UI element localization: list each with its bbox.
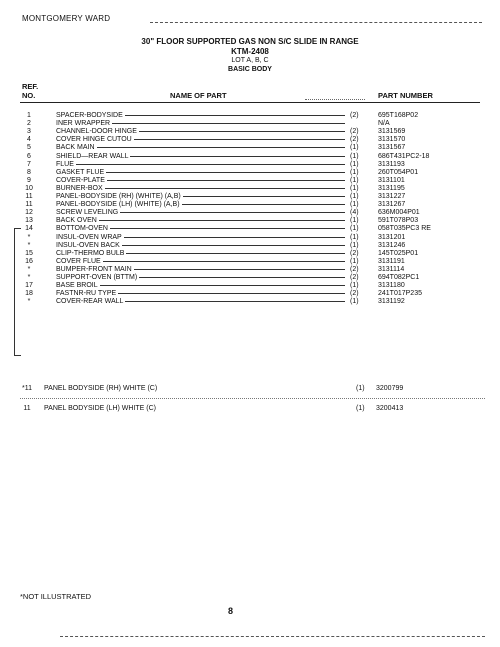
- part-qty: (1): [350, 282, 359, 290]
- part-ref: 9: [27, 176, 31, 184]
- part-name: CHANNEL-DOOR HINGE: [56, 128, 137, 136]
- part-number: 636M004P01: [378, 209, 420, 217]
- part-ref: *: [27, 274, 31, 281]
- part-number: 3131567: [378, 144, 406, 152]
- part-ref: *: [27, 298, 31, 306]
- part-number: 694T082PC1: [378, 274, 420, 281]
- part-ref: 3: [27, 128, 31, 136]
- part-qty: (1): [350, 298, 359, 306]
- lot-label: LOT A, B, C: [231, 57, 269, 64]
- part-qty: (4): [350, 209, 359, 217]
- part-qty: (1): [350, 152, 359, 160]
- part-ref: 7: [27, 160, 31, 168]
- header-divider-dots: [305, 99, 365, 100]
- number-column-header: PART NUMBER: [378, 91, 433, 100]
- part-ref: 13: [25, 217, 33, 225]
- note-row-1: [0, 384, 500, 393]
- part-ref: *: [27, 265, 31, 273]
- part-ref: 18: [25, 290, 33, 298]
- part-name: BURNER-BOX: [56, 184, 103, 192]
- part-number: 3131246: [378, 241, 406, 249]
- note-ref: 11: [23, 405, 31, 412]
- leader-line: [60, 147, 345, 148]
- part-number: 3131193: [378, 160, 405, 168]
- part-name: SCREW LEVELING: [56, 209, 119, 217]
- part-number: 3131201: [378, 233, 406, 241]
- part-number: 3131570: [378, 136, 406, 144]
- part-name: PANEL-BODYSIDE (LH) (WHITE) (A,B): [56, 201, 180, 209]
- model-number: KTM-2408: [231, 47, 269, 56]
- part-name: SUPPORT-OVEN (BTTM): [56, 274, 138, 281]
- leader-line: [60, 285, 345, 286]
- part-number: 591T078P03: [378, 217, 419, 225]
- part-qty: (1): [350, 176, 359, 184]
- part-number: 260T054P01: [378, 168, 419, 176]
- part-number: 3131192: [378, 298, 405, 306]
- name-column-header: NAME OF PART: [170, 91, 227, 100]
- leader-line: [60, 261, 345, 262]
- part-name: SPACER-BODYSIDE: [56, 112, 123, 119]
- part-row: [0, 297, 500, 306]
- part-qty: (1): [350, 144, 359, 152]
- part-ref: 8: [27, 168, 31, 176]
- part-number: 145T025P01: [378, 249, 419, 257]
- part-qty: (1): [350, 201, 359, 209]
- part-qty: (1): [350, 160, 359, 168]
- part-number: 3131267: [378, 201, 406, 209]
- part-name: FASTNR-RU TYPE: [56, 290, 117, 298]
- part-name: COVER-PLATE: [56, 176, 105, 184]
- part-qty: (1): [350, 241, 359, 249]
- part-ref: 2: [27, 120, 31, 128]
- part-ref: *: [27, 233, 31, 241]
- note-name: PANEL BODYSIDE (LH) WHITE (C): [44, 405, 157, 412]
- part-name: COVER-REAR WALL: [56, 298, 124, 306]
- part-ref: 12: [25, 209, 33, 217]
- part-number: 695T168P02: [378, 112, 419, 119]
- part-ref: 17: [25, 282, 33, 290]
- part-number: 3131180: [378, 282, 405, 290]
- header-divider: [20, 102, 480, 103]
- part-number: 3131195: [378, 184, 405, 192]
- note-ref: *11: [22, 385, 32, 392]
- part-number: N/A: [378, 120, 390, 128]
- part-name: COVER HINGE CUTOU: [56, 136, 132, 144]
- part-qty: (2): [350, 265, 359, 273]
- part-number: 3131227: [378, 193, 406, 200]
- note-number: 3200413: [376, 405, 404, 412]
- part-ref: 5: [27, 144, 31, 152]
- note-qty: (1): [356, 405, 365, 412]
- part-number: 3131569: [378, 128, 406, 136]
- part-name: BUMPER-FRONT MAIN: [56, 265, 132, 273]
- note-name: PANEL BODYSIDE (RH) WHITE (C): [44, 385, 158, 392]
- part-name: FLUE: [56, 160, 74, 168]
- part-name: SHIELD—REAR WALL: [56, 152, 129, 160]
- part-qty: (2): [350, 136, 359, 144]
- part-number: 3131191: [378, 257, 405, 265]
- section-title: BASIC BODY: [228, 66, 272, 73]
- part-ref: 4: [27, 136, 31, 144]
- group-bracket: [14, 228, 21, 356]
- part-number: 3131101: [378, 176, 405, 184]
- note-number: 3200799: [376, 385, 404, 392]
- part-ref: 11: [25, 201, 33, 209]
- part-number: 686T431PC2-18: [378, 152, 430, 160]
- part-ref: 6: [27, 152, 31, 160]
- part-qty: (1): [350, 168, 359, 176]
- note-divider: [20, 398, 485, 399]
- footer-rule: [60, 636, 485, 637]
- part-name: INSUL-OVEN WRAP: [56, 233, 122, 241]
- part-qty: (1): [350, 217, 359, 225]
- part-ref: 10: [25, 184, 33, 192]
- brand-name: MONTGOMERY WARD: [22, 14, 111, 23]
- part-name: INER WRAPPER: [56, 120, 111, 128]
- part-name: CLIP-THERMO BULB: [56, 249, 125, 257]
- part-name: PANEL-BODYSIDE (RH) (WHITE) (A,B): [56, 193, 181, 200]
- page-number: 8: [228, 606, 234, 616]
- part-number: 3131114: [378, 265, 405, 273]
- part-ref: 16: [25, 257, 33, 265]
- part-qty: (1): [350, 233, 359, 241]
- part-name: GASKET FLUE: [56, 168, 105, 176]
- footnote: *NOT ILLUSTRATED: [20, 592, 91, 601]
- document-title: 30" FLOOR SUPPORTED GAS NON S/C SLIDE IN RANGE: [141, 37, 359, 46]
- part-qty: (2): [350, 128, 359, 136]
- part-number: 241T017P235: [378, 290, 422, 298]
- part-name: BOTTOM-OVEN: [56, 225, 108, 233]
- part-qty: (2): [350, 274, 359, 281]
- part-qty: (1): [350, 257, 359, 265]
- note-row-2: [0, 404, 500, 413]
- part-qty: (2): [350, 112, 359, 119]
- note-qty: (1): [356, 385, 365, 392]
- part-qty: (1): [350, 184, 359, 192]
- part-name: BASE BROIL: [56, 282, 98, 290]
- part-qty: (2): [350, 249, 359, 257]
- leader-line: [60, 220, 345, 221]
- part-qty: (1): [350, 225, 359, 233]
- ref-column-header-line1: REF.: [22, 82, 39, 91]
- part-name: BACK MAIN: [56, 144, 95, 152]
- part-ref: 14: [25, 225, 33, 233]
- part-name: COVER FLUE: [56, 257, 101, 265]
- part-ref: 1: [27, 112, 31, 119]
- part-number: 058T035PC3 RE: [378, 225, 431, 233]
- part-ref: 15: [25, 249, 33, 257]
- leader-line: [60, 164, 345, 165]
- part-ref: 11: [25, 193, 33, 200]
- part-qty: (2): [350, 290, 359, 298]
- part-name: BACK OVEN: [56, 217, 97, 225]
- part-qty: (1): [350, 193, 359, 200]
- ref-column-header-line2: NO.: [22, 91, 36, 100]
- part-ref: *: [27, 241, 31, 249]
- part-name: INSUL-OVEN BACK: [56, 241, 120, 249]
- header-rule: [150, 22, 482, 23]
